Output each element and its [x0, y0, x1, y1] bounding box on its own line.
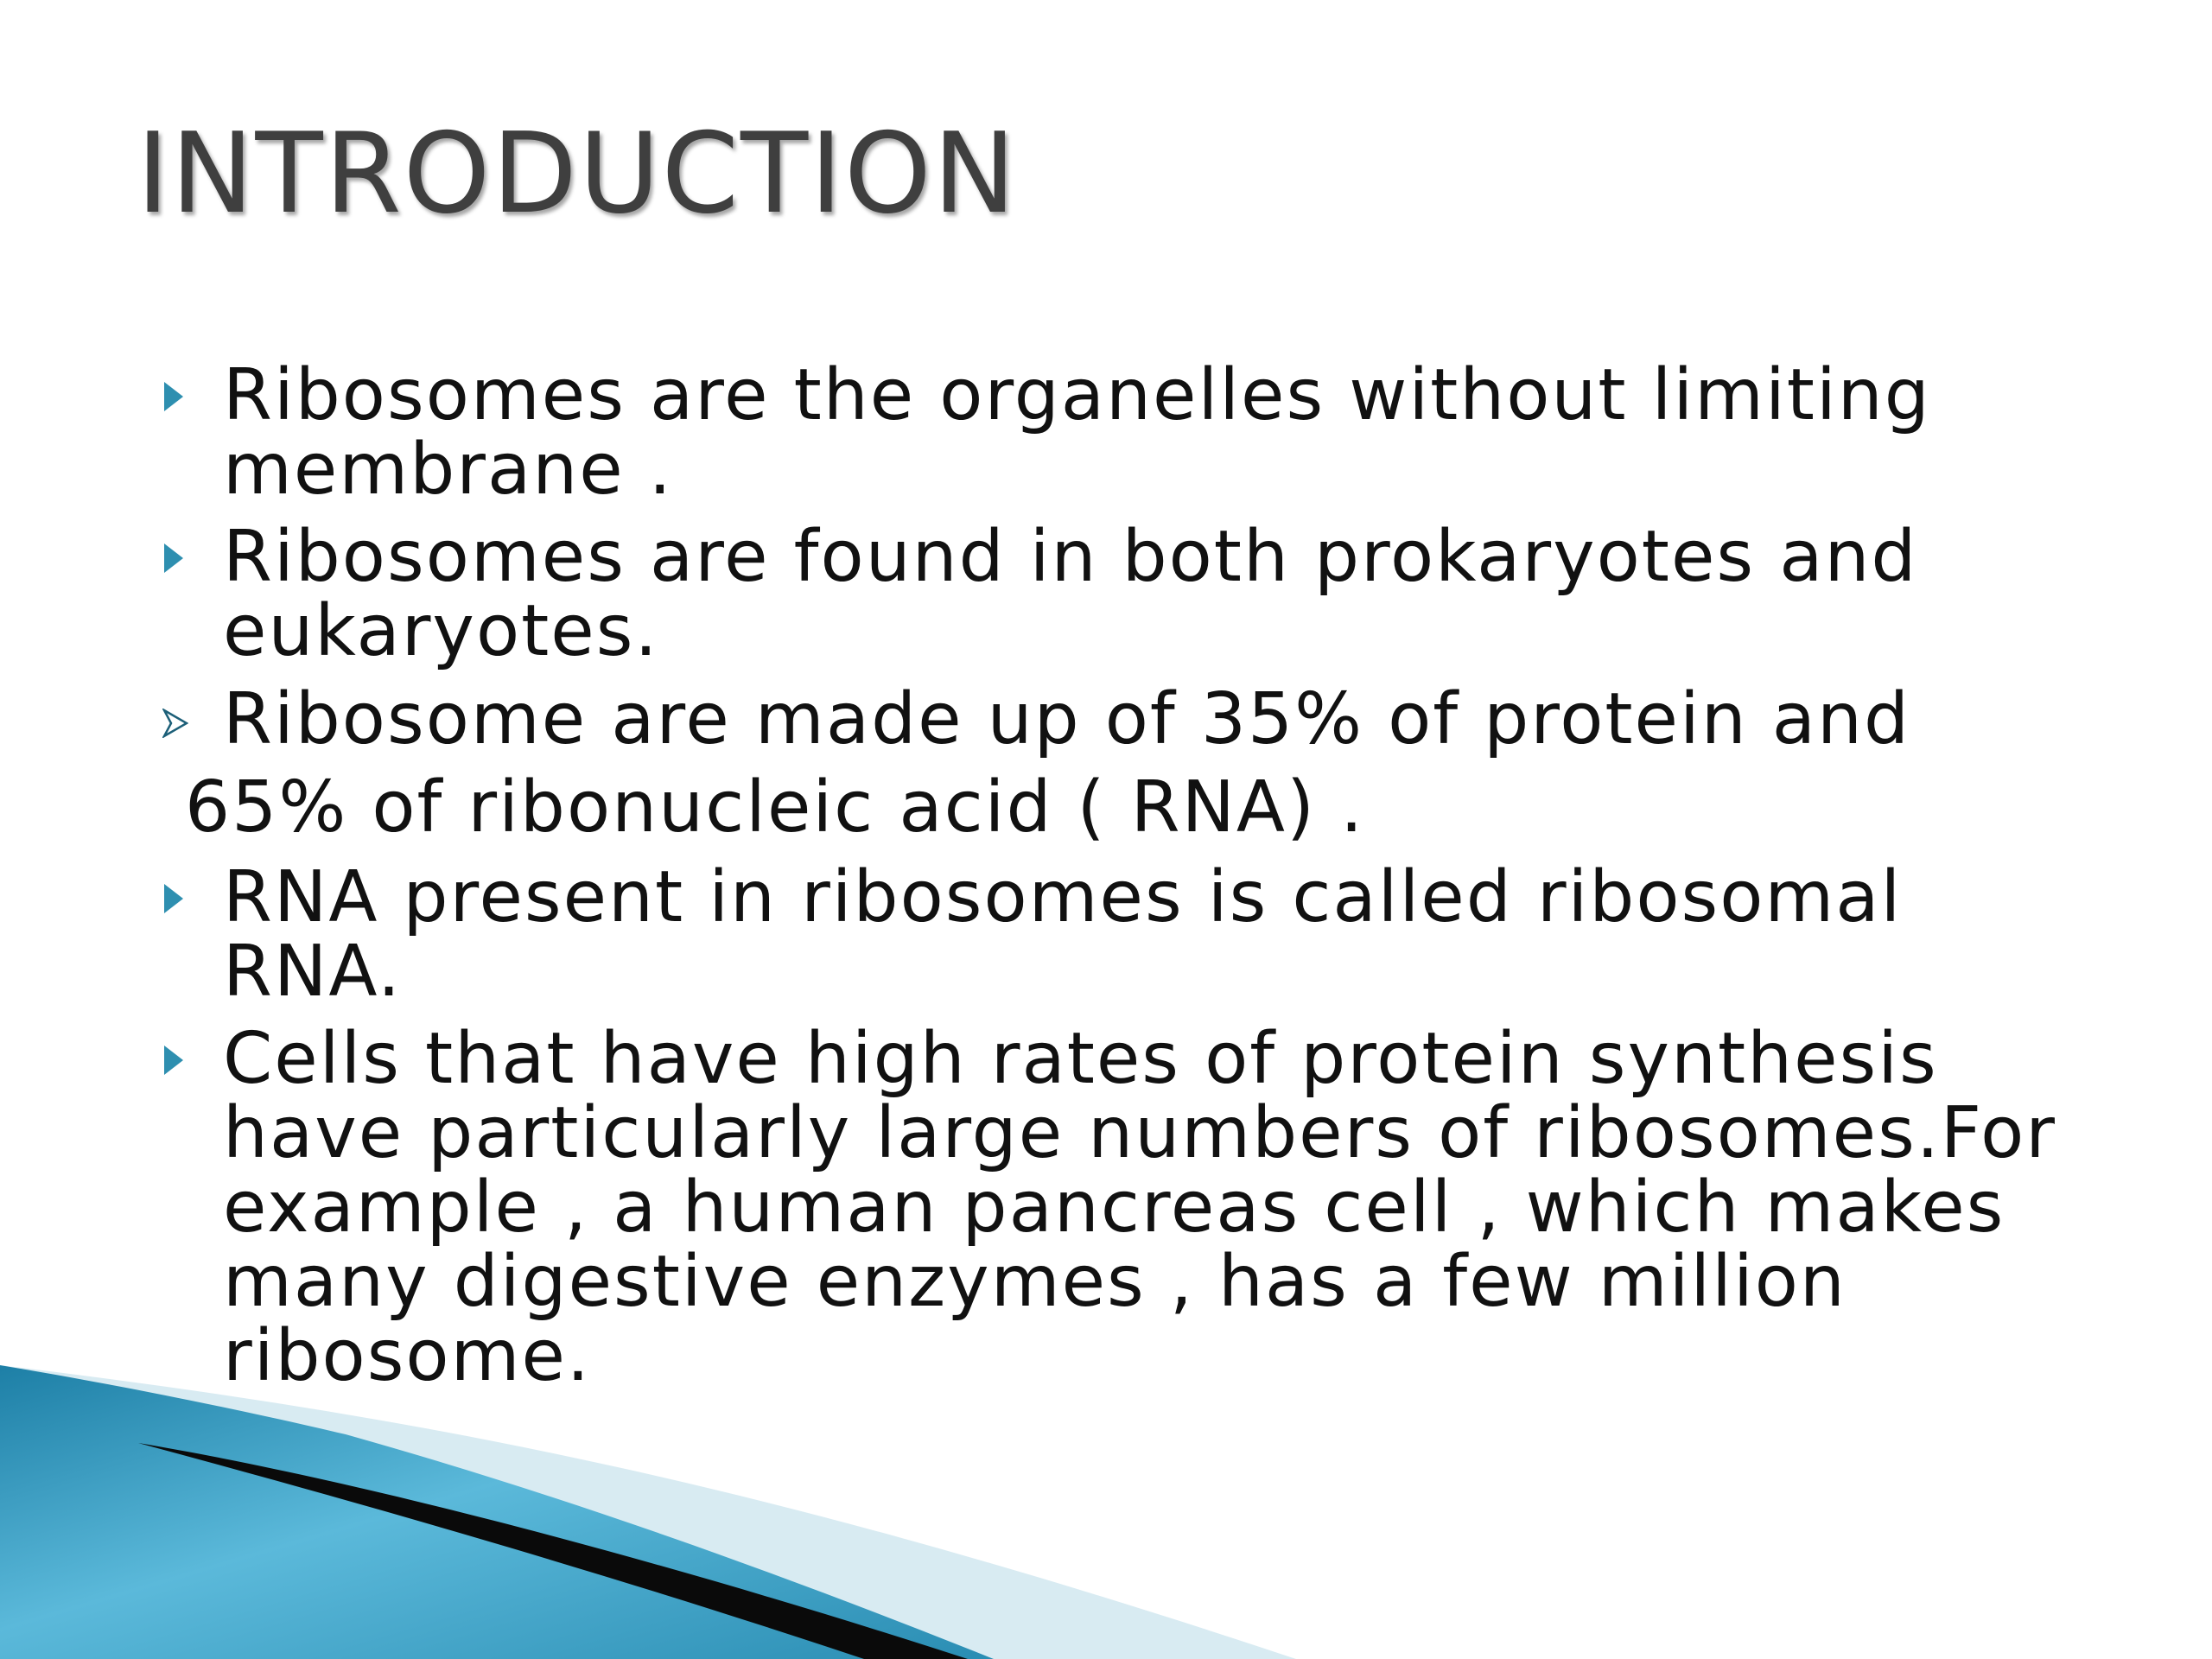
- decorative-swoosh: [0, 1365, 2212, 1659]
- bullet-item-2: [223, 516, 1918, 672]
- bullet-line: Ribosomes are the organelles without limiting: [223, 354, 1931, 436]
- bullet-item-5: [223, 1018, 2057, 1397]
- bullet-item-3: [223, 678, 1911, 760]
- bullet-line: Cells that have high rates of protein synthesis: [223, 1018, 1938, 1100]
- bullet-item-1: [223, 354, 1931, 511]
- bullet-item-4: [223, 856, 1903, 1013]
- triangle-bullet-icon: [164, 884, 183, 913]
- triangle-bullet-icon: [164, 1046, 183, 1075]
- bullet-continuation: 65% of ribonucleic acid ( RNA) .: [185, 766, 1365, 849]
- bullet-line: Ribosomes are found in both prokaryotes and: [223, 516, 1918, 598]
- triangle-bullet-icon: [164, 382, 183, 411]
- swoosh-blue-band: [0, 1365, 994, 1659]
- bullet-line: RNA.: [223, 931, 403, 1013]
- bullet-line: have particularly large numbers of ribosomes.For: [223, 1092, 2057, 1174]
- bullet-line: many digestive enzymes , has a few million: [223, 1241, 1847, 1323]
- bullet-line: membrane .: [223, 429, 673, 511]
- triangle-bullet-icon: [164, 543, 183, 573]
- bullet-line: Ribosome are made up of 35% of protein and: [223, 678, 1911, 760]
- slide-title: INTRODUCTION: [137, 110, 1018, 238]
- bullet-line: RNA present in ribosomes is called ribosomal: [223, 856, 1903, 938]
- bullet-line: eukaryotes.: [223, 590, 659, 672]
- arrowhead-bullet-icon: [162, 709, 188, 738]
- bullet-line: example , a human pancreas cell , which makes: [223, 1166, 2005, 1249]
- bullet-line: ribosome.: [223, 1315, 591, 1397]
